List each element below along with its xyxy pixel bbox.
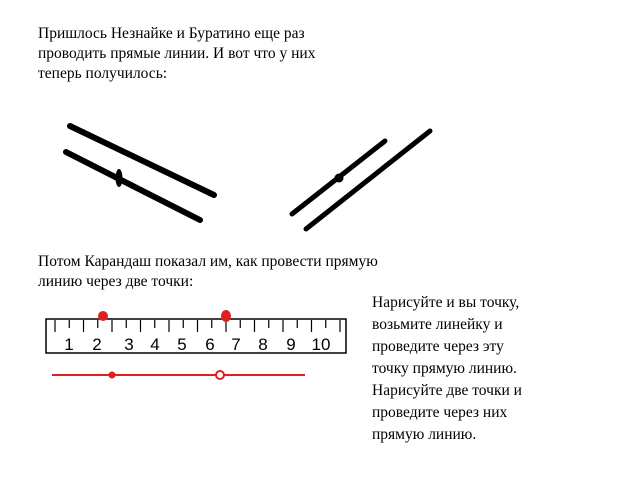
- left-line-lower: [66, 152, 200, 220]
- red-line-point-left: [109, 372, 116, 379]
- instructions-line-5: Нарисуйте две точки и: [372, 382, 522, 399]
- middle-text: [38, 252, 458, 292]
- instructions-text: [372, 292, 622, 446]
- ruler-number: 5: [177, 335, 187, 354]
- intro-line-2: проводить прямые линии. И вот что у них: [38, 45, 316, 62]
- instructions-line-7: прямую линию.: [372, 426, 477, 443]
- instructions-line-4: точку прямую линию.: [372, 360, 517, 377]
- ruler-number: 9: [286, 335, 296, 354]
- ruler: [46, 319, 346, 353]
- right-line-lower: [306, 131, 430, 229]
- middle-line-1: Потом Карандаш показал им, как провести прямую: [38, 253, 378, 270]
- intro-line-1: Пришлось Незнайке и Буратино еще раз: [38, 25, 305, 42]
- instructions-line-1: Нарисуйте и вы точку,: [372, 294, 520, 311]
- ruler-number: 3: [124, 335, 134, 354]
- ruler-number: 1: [64, 335, 74, 354]
- ruler-number: 2: [92, 335, 102, 354]
- left-point: [116, 169, 123, 187]
- ruler-number: 10: [311, 335, 331, 354]
- ruler-number: 8: [258, 335, 268, 354]
- instructions-line-2: возьмите линейку и: [372, 316, 503, 333]
- middle-line-2: линию через две точки:: [38, 273, 194, 290]
- ruler-number: 6: [205, 335, 215, 354]
- right-point: [335, 174, 344, 183]
- ruler-point-left: [98, 311, 108, 321]
- instructions-line-6: проведите через них: [372, 404, 508, 421]
- instructions-line-3: проведите через эту: [372, 338, 504, 355]
- ruler-point-right: [221, 310, 231, 322]
- ruler-number: 4: [150, 335, 160, 354]
- left-line-upper: [70, 126, 214, 195]
- red-line-point-right: [216, 371, 224, 379]
- intro-line-3: теперь получилось:: [38, 65, 168, 82]
- ruler-number: 7: [231, 335, 241, 354]
